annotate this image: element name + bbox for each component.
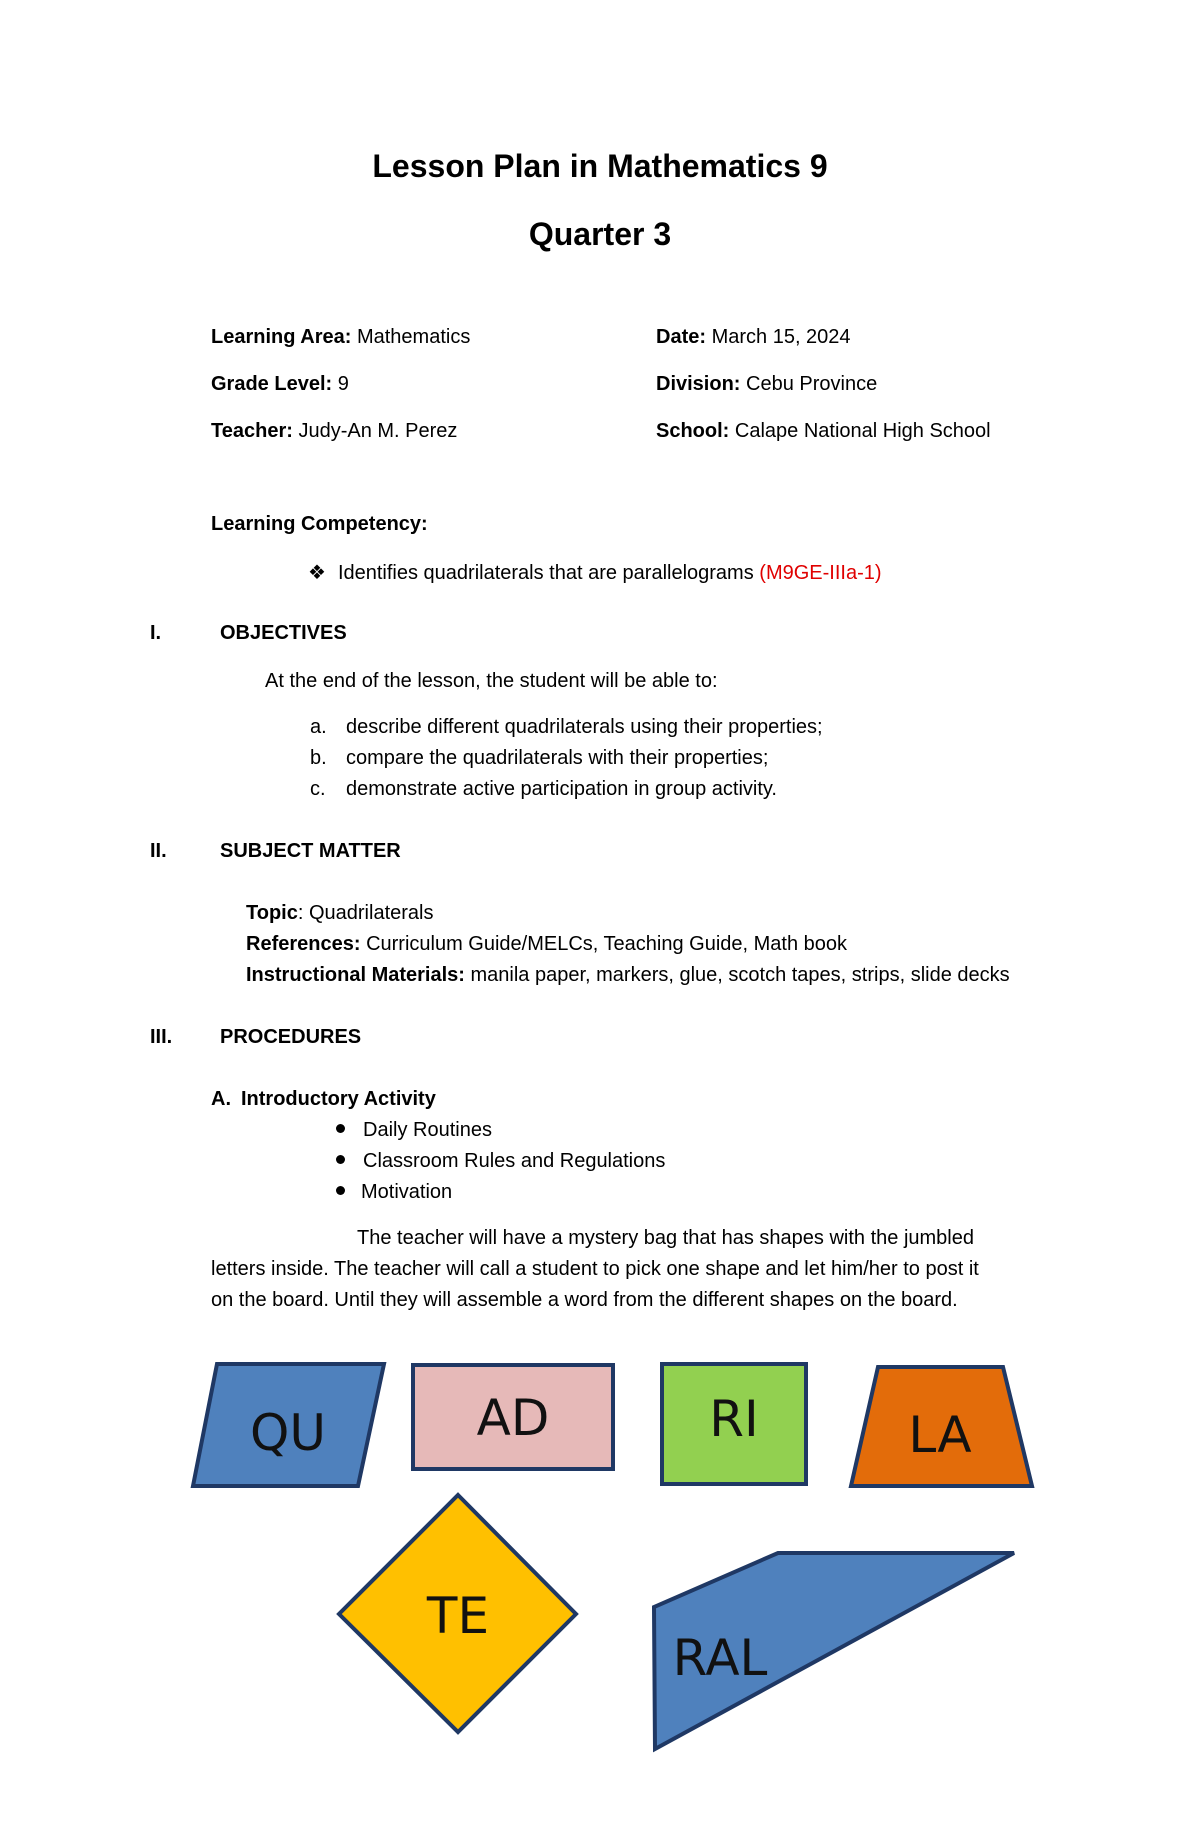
learning-area-label: Learning Area: <box>211 326 352 348</box>
bullet-item <box>336 1119 492 1142</box>
objectives-intro: At the end of the lesson, the student will be able to: <box>265 670 718 692</box>
grade-level-label: Grade Level: <box>211 373 333 395</box>
division-label: Division: <box>656 373 741 395</box>
shape-te-rhombus <box>339 1495 576 1732</box>
shape-ad-rectangle <box>413 1365 613 1469</box>
school-row <box>656 420 991 443</box>
date-row <box>656 326 851 349</box>
objective-item-b <box>310 747 768 770</box>
objective-item-c <box>310 778 777 801</box>
competency-item <box>308 560 882 585</box>
objectives-heading: OBJECTIVES <box>220 622 347 644</box>
division-row <box>656 373 877 396</box>
references-row <box>246 933 847 956</box>
date-label: Date: <box>656 326 707 348</box>
learning-area-row <box>211 326 470 349</box>
bullet-item <box>336 1150 665 1173</box>
school-value: Calape National High School <box>729 420 991 442</box>
diamond-bullet-icon: ❖ <box>308 562 326 584</box>
teacher-value: Judy-An M. Perez <box>292 420 458 442</box>
bullet-text: Classroom Rules and Regulations <box>363 1150 666 1172</box>
division-value: Cebu Province <box>740 373 878 395</box>
activity-marker: A. <box>211 1088 231 1110</box>
school-label: School: <box>656 420 730 442</box>
materials-label: Instructional Materials: <box>246 964 465 986</box>
topic-label: Topic <box>246 902 298 924</box>
quarter-heading: Quarter 3 <box>528 216 672 252</box>
shape-label-ad: AD <box>476 1389 550 1447</box>
competency-label: Learning Competency: <box>211 513 428 535</box>
objective-text: compare the quadrilaterals with their properties; <box>346 747 769 769</box>
objective-marker: c. <box>310 778 326 800</box>
materials-row <box>246 964 1010 987</box>
shape-label-qu: QU <box>250 1404 326 1462</box>
competency-code: (M9GE-IIIa-1) <box>759 562 882 584</box>
bullet-dot-icon <box>336 1155 345 1164</box>
learning-area-value: Mathematics <box>351 326 471 348</box>
procedures-heading: PROCEDURES <box>220 1026 362 1048</box>
references-value: Curriculum Guide/MELCs, Teaching Guide, Math book <box>360 933 848 955</box>
teacher-label: Teacher: <box>211 420 293 442</box>
shape-ri-square <box>662 1364 806 1484</box>
shape-label-te: TE <box>426 1587 490 1645</box>
shape-qu-parallelogram <box>193 1364 384 1486</box>
references-label: References: <box>246 933 361 955</box>
bullet-text: Motivation <box>361 1181 453 1203</box>
bullet-text: Daily Routines <box>363 1119 492 1141</box>
topic-value: : Quadrilaterals <box>297 902 434 924</box>
grade-level-row <box>211 373 349 396</box>
paragraph-line-1: The teacher will have a mystery bag that has shapes with the jumbled <box>357 1227 974 1249</box>
teacher-row <box>211 420 457 443</box>
date-value: March 15, 2024 <box>706 326 851 348</box>
shape-label-ri: RI <box>709 1390 759 1448</box>
bullet-dot-icon <box>336 1186 345 1195</box>
procedures-number: III. <box>150 1026 173 1048</box>
materials-value: manila paper, markers, glue, scotch tapes, strips, slide decks <box>464 964 1010 986</box>
competency-text: Identifies quadrilaterals that are parallelograms <box>337 562 760 584</box>
jumbled-shapes-figure <box>0 1340 1200 1770</box>
shape-label-ral: RAL <box>672 1629 768 1687</box>
topic-row <box>246 902 433 925</box>
shape-la-trapezoid <box>851 1367 1032 1486</box>
paragraph-line-3: on the board. Until they will assemble a word from the different shapes on the board. <box>211 1289 958 1311</box>
activity-title: Introductory Activity <box>241 1088 436 1110</box>
introductory-activity-heading <box>211 1088 436 1111</box>
objectives-number: I. <box>150 622 162 644</box>
objective-text: describe different quadrilaterals using their properties; <box>346 716 823 738</box>
objective-marker: b. <box>310 747 327 769</box>
subject-matter-number: II. <box>150 840 167 862</box>
paragraph-line-2: letters inside. The teacher will call a student to pick one shape and let him/her to post it <box>211 1258 979 1280</box>
subject-matter-heading: SUBJECT MATTER <box>220 840 401 862</box>
grade-level-value: 9 <box>332 373 349 395</box>
objective-text: demonstrate active participation in group activity. <box>346 778 777 800</box>
shape-label-la: LA <box>908 1406 972 1464</box>
bullet-dot-icon <box>336 1124 345 1133</box>
document-title: Lesson Plan in Mathematics 9 <box>372 148 828 184</box>
objective-item-a <box>310 716 823 739</box>
shape-ral-trapezoid <box>654 1553 1014 1749</box>
objective-marker: a. <box>310 716 327 738</box>
bullet-item <box>336 1181 452 1204</box>
